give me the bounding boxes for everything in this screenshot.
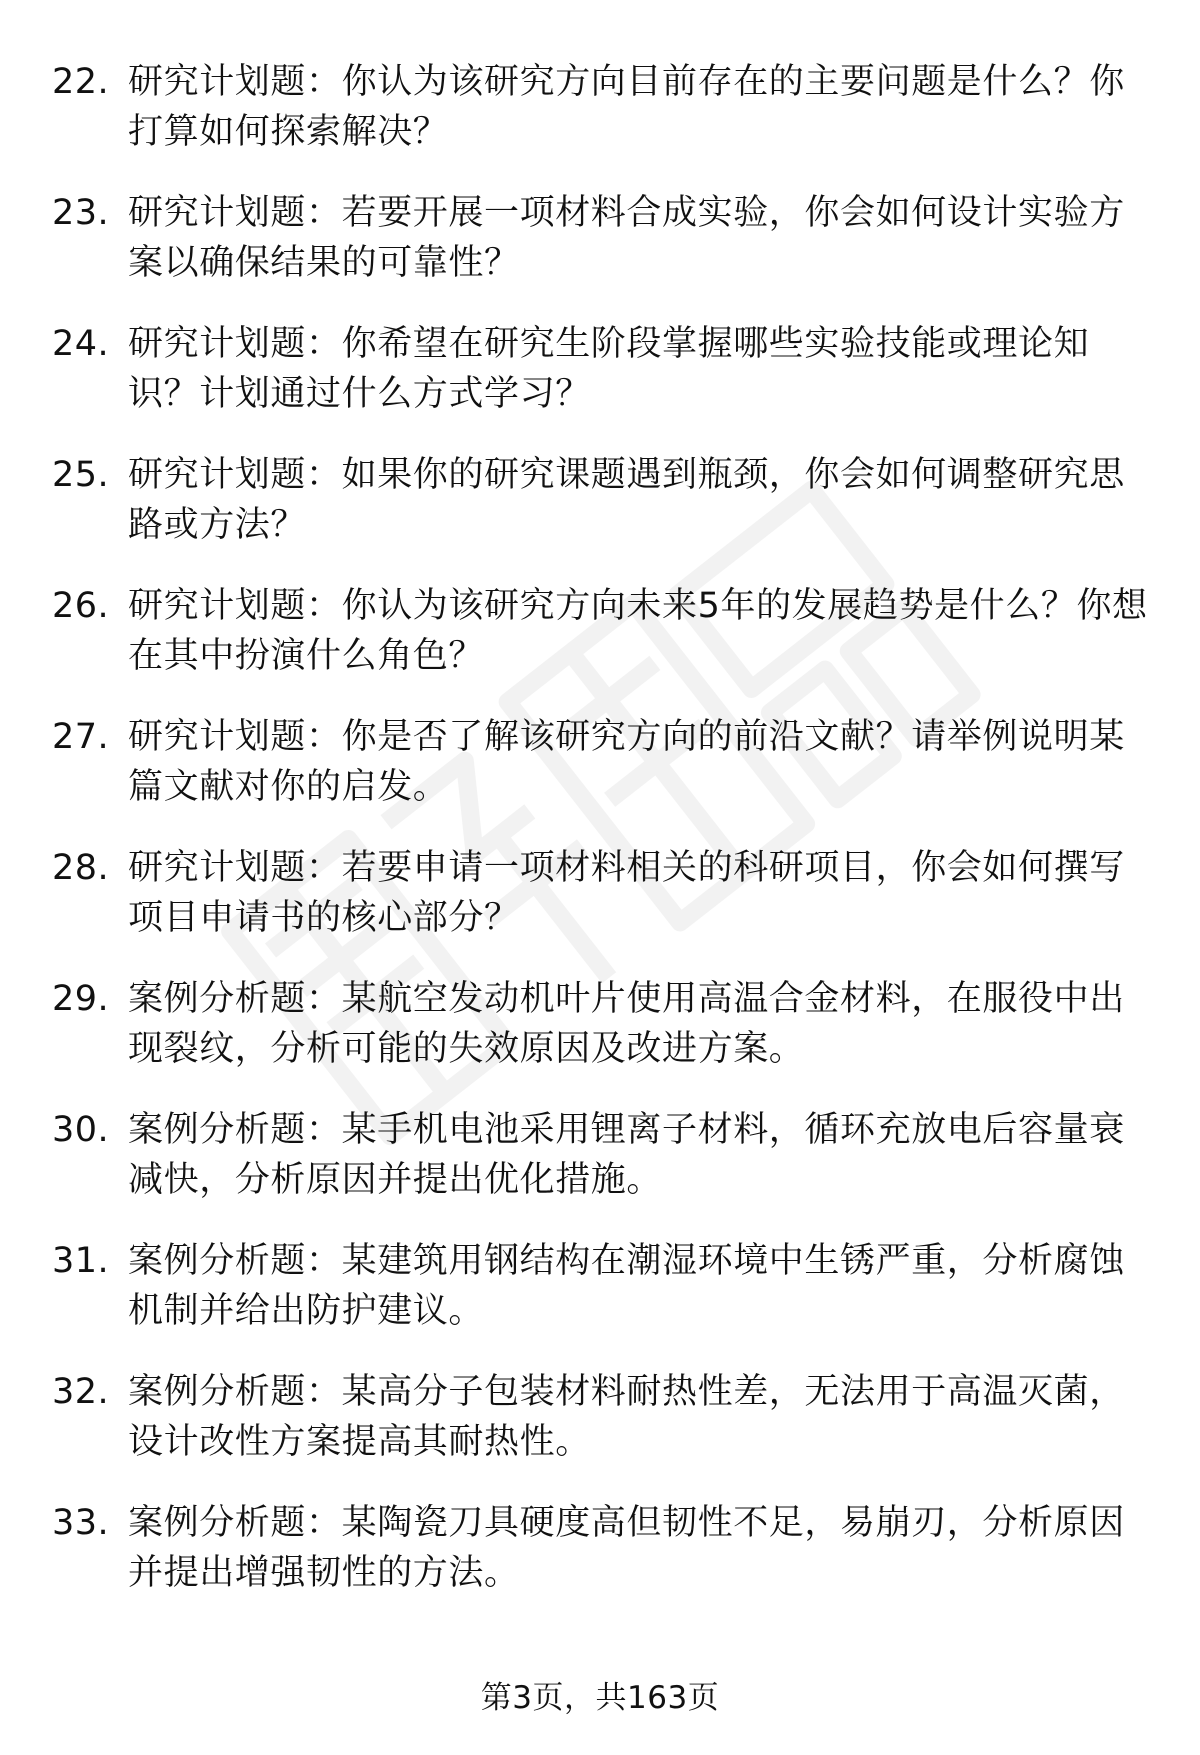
question-number: 24. [52, 324, 110, 364]
question-line: 在其中扮演什么角色？ [128, 636, 485, 676]
list-item [0, 1365, 1200, 1496]
question-text [128, 450, 1158, 550]
question-number: 28. [52, 848, 110, 888]
question-number: 33. [52, 1503, 110, 1543]
question-line: 案例分析题：某航空发动机叶片使用高温合金材料，在服役中出 [128, 979, 1125, 1019]
question-text [128, 57, 1158, 157]
question-line: 研究计划题：你认为该研究方向未来5年的发展趋势是什么？你想 [128, 586, 1148, 626]
question-text [128, 188, 1158, 288]
list-item [0, 972, 1200, 1103]
question-line: 设计改性方案提高其耐热性。 [128, 1422, 591, 1462]
question-number: 27. [52, 717, 110, 757]
question-number: 26. [52, 586, 110, 626]
question-line: 研究计划题：你认为该研究方向目前存在的主要问题是什么？你 [128, 62, 1125, 102]
question-line: 案例分析题：某手机电池采用锂离子材料，循环充放电后容量衰 [128, 1110, 1125, 1150]
question-line: 研究计划题：你希望在研究生阶段掌握哪些实验技能或理论知 [128, 324, 1090, 364]
list-item [0, 841, 1200, 972]
list-item [0, 579, 1200, 710]
question-line: 路或方法？ [128, 505, 307, 545]
page-number-label: 第3页，共163页 [480, 1680, 720, 1716]
question-number: 23. [52, 193, 110, 233]
page-footer [0, 1678, 1200, 1718]
question-number: 25. [52, 455, 110, 495]
question-line: 研究计划题：你是否了解该研究方向的前沿文献？请举例说明某 [128, 717, 1125, 757]
question-text [128, 581, 1158, 681]
question-text [128, 1498, 1158, 1598]
list-item [0, 186, 1200, 317]
list-item [0, 317, 1200, 448]
question-line: 识？计划通过什么方式学习？ [128, 374, 591, 414]
question-number: 32. [52, 1372, 110, 1412]
question-line: 案例分析题：某高分子包装材料耐热性差，无法用于高温灭菌， [128, 1372, 1125, 1412]
question-line: 减快，分析原因并提出优化措施。 [128, 1160, 663, 1200]
question-text [128, 974, 1158, 1074]
list-item [0, 1496, 1200, 1627]
question-list [0, 55, 1200, 1627]
list-item [0, 1103, 1200, 1234]
question-text [128, 1236, 1158, 1336]
question-line: 案以确保结果的可靠性？ [128, 243, 520, 283]
question-text [128, 319, 1158, 419]
list-item [0, 710, 1200, 841]
question-line: 现裂纹，分析可能的失效原因及改进方案。 [128, 1029, 805, 1069]
question-number: 30. [52, 1110, 110, 1150]
question-number: 29. [52, 979, 110, 1019]
question-line: 并提出增强韧性的方法。 [128, 1553, 520, 1593]
question-line: 篇文献对你的启发。 [128, 767, 449, 807]
list-item [0, 55, 1200, 186]
list-item [0, 1234, 1200, 1365]
question-number: 31. [52, 1241, 110, 1281]
question-line: 案例分析题：某建筑用钢结构在潮湿环境中生锈严重，分析腐蚀 [128, 1241, 1125, 1281]
question-text [128, 1105, 1158, 1205]
question-line: 研究计划题：若要开展一项材料合成实验，你会如何设计实验方 [128, 193, 1125, 233]
question-line: 项目申请书的核心部分？ [128, 898, 520, 938]
question-line: 研究计划题：若要申请一项材料相关的科研项目，你会如何撰写 [128, 848, 1125, 888]
question-line: 研究计划题：如果你的研究课题遇到瓶颈，你会如何调整研究思 [128, 455, 1125, 495]
question-line: 案例分析题：某陶瓷刀具硬度高但韧性不足，易崩刃，分析原因 [128, 1503, 1125, 1543]
question-text [128, 1367, 1158, 1467]
question-line: 打算如何探索解决？ [128, 112, 449, 152]
list-item [0, 448, 1200, 579]
question-text [128, 843, 1158, 943]
question-line: 机制并给出防护建议。 [128, 1291, 485, 1331]
question-number: 22. [52, 62, 110, 102]
question-text [128, 712, 1158, 812]
